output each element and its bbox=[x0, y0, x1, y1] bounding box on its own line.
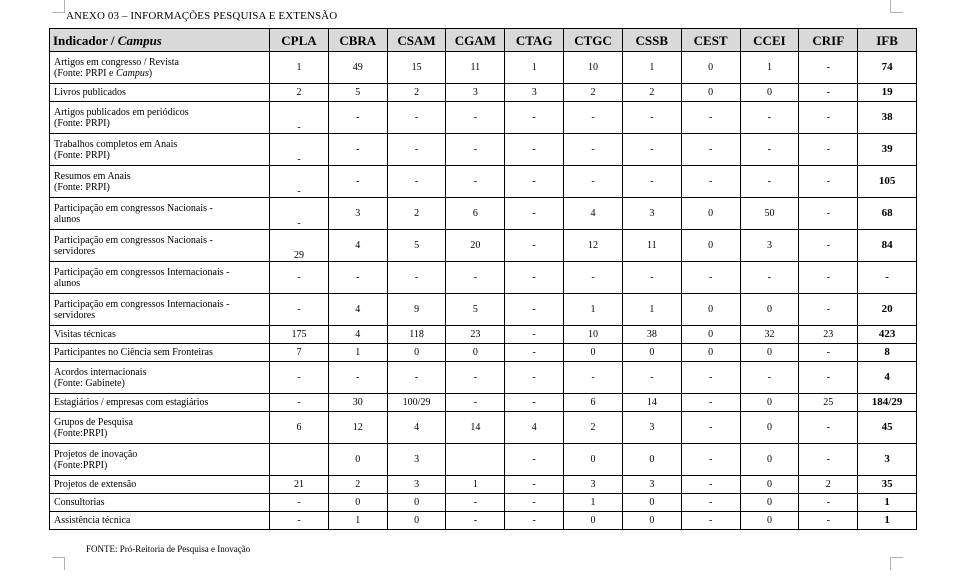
value-cell: - bbox=[505, 444, 564, 476]
value-cell: 0 bbox=[740, 394, 799, 412]
document-title: ANEXO 03 – INFORMAÇÕES PESQUISA E EXTENSÃO bbox=[66, 10, 338, 22]
value-cell: 3 bbox=[387, 444, 446, 476]
value-cell: 2 bbox=[799, 476, 858, 494]
value-cell: - bbox=[505, 344, 564, 362]
data-table bbox=[49, 28, 917, 530]
value-cell: - bbox=[270, 494, 329, 512]
value-cell: 0 bbox=[622, 512, 681, 530]
total-cell: 4 bbox=[858, 362, 917, 394]
value-cell: 0 bbox=[740, 84, 799, 102]
value-cell: 3 bbox=[505, 84, 564, 102]
total-cell: 3 bbox=[858, 444, 917, 476]
column-header: CSSB bbox=[622, 29, 681, 52]
column-header: CRIF bbox=[799, 29, 858, 52]
value-cell: - bbox=[681, 262, 740, 294]
indicator-cell bbox=[50, 326, 270, 344]
value-cell: - bbox=[740, 166, 799, 198]
value-cell: - bbox=[270, 102, 329, 134]
indicator-source-end: ) bbox=[148, 67, 153, 79]
indicator-cell bbox=[50, 166, 270, 198]
value-cell: 0 bbox=[328, 494, 387, 512]
value-cell: 6 bbox=[564, 394, 623, 412]
value-cell: - bbox=[446, 394, 505, 412]
value-cell: - bbox=[681, 102, 740, 134]
value-cell: 0 bbox=[681, 84, 740, 102]
table-row bbox=[50, 476, 917, 494]
indicator-line: Projetos de inovação bbox=[54, 448, 138, 460]
value-cell: 1 bbox=[270, 52, 329, 84]
value-cell: - bbox=[505, 102, 564, 134]
value-cell: 4 bbox=[328, 230, 387, 262]
value-cell: - bbox=[622, 102, 681, 134]
value-cell: 14 bbox=[622, 394, 681, 412]
indicator-cell bbox=[50, 444, 270, 476]
value-cell: - bbox=[799, 412, 858, 444]
value-cell: 2 bbox=[387, 198, 446, 230]
value-cell: - bbox=[740, 362, 799, 394]
value-cell: 4 bbox=[387, 412, 446, 444]
indicator-source: (Fonte:PRPI) bbox=[54, 459, 108, 471]
value-cell: 49 bbox=[328, 52, 387, 84]
indicator-line: Visitas técnicas bbox=[54, 329, 116, 340]
value-cell: 1 bbox=[564, 294, 623, 326]
table-row bbox=[50, 198, 917, 230]
table-row bbox=[50, 362, 917, 394]
value-cell: 0 bbox=[740, 512, 799, 530]
value-cell: - bbox=[328, 166, 387, 198]
indicator-line: Participação em congressos Nacionais - bbox=[54, 202, 213, 214]
value-cell: - bbox=[270, 362, 329, 394]
column-header: IFB bbox=[858, 29, 917, 52]
total-cell: 35 bbox=[858, 476, 917, 494]
value-cell: - bbox=[505, 198, 564, 230]
value-cell: - bbox=[387, 362, 446, 394]
value-cell: 2 bbox=[387, 84, 446, 102]
value-cell: 14 bbox=[446, 412, 505, 444]
total-cell: 1 bbox=[858, 494, 917, 512]
value-cell: 0 bbox=[622, 344, 681, 362]
value-cell: 2 bbox=[564, 84, 623, 102]
value-cell: - bbox=[505, 394, 564, 412]
table-row bbox=[50, 230, 917, 262]
value-cell: 10 bbox=[564, 326, 623, 344]
indicator-source: (Fonte: PRPI) bbox=[54, 181, 110, 193]
indicator-source: alunos bbox=[54, 213, 81, 225]
value-cell: 30 bbox=[328, 394, 387, 412]
value-cell: - bbox=[799, 294, 858, 326]
value-cell: - bbox=[446, 494, 505, 512]
value-cell: - bbox=[681, 494, 740, 512]
value-cell: - bbox=[681, 444, 740, 476]
indicator-source: (Fonte:PRPI) bbox=[54, 427, 108, 439]
value-cell: 0 bbox=[681, 230, 740, 262]
value-cell: 1 bbox=[328, 512, 387, 530]
value-cell: - bbox=[505, 294, 564, 326]
value-cell: - bbox=[681, 394, 740, 412]
value-cell: 11 bbox=[622, 230, 681, 262]
indicator-line: Artigos em congresso / Revista bbox=[54, 56, 179, 68]
value-cell: - bbox=[799, 102, 858, 134]
value-cell: 5 bbox=[328, 84, 387, 102]
value-cell: 12 bbox=[564, 230, 623, 262]
indicator-source: (Fonte: PRPI) bbox=[54, 117, 110, 129]
value-cell: - bbox=[270, 512, 329, 530]
page-corner-mark bbox=[890, 0, 903, 13]
value-cell: - bbox=[799, 84, 858, 102]
indicator-line: Acordos internacionais bbox=[54, 366, 147, 378]
value-cell: 50 bbox=[740, 198, 799, 230]
column-header: CCEI bbox=[740, 29, 799, 52]
value-cell: - bbox=[505, 326, 564, 344]
value-cell: 4 bbox=[328, 294, 387, 326]
total-cell: 45 bbox=[858, 412, 917, 444]
value-cell: - bbox=[505, 362, 564, 394]
indicator-source: servidores bbox=[54, 245, 96, 257]
value-cell: - bbox=[270, 198, 329, 230]
value-cell: 0 bbox=[740, 294, 799, 326]
value-cell: 2 bbox=[270, 84, 329, 102]
table-header-row bbox=[50, 29, 917, 52]
value-cell: 0 bbox=[681, 344, 740, 362]
total-cell: 105 bbox=[858, 166, 917, 198]
indicator-cell bbox=[50, 362, 270, 394]
value-cell: 0 bbox=[681, 294, 740, 326]
value-cell: 10 bbox=[564, 52, 623, 84]
indicator-cell bbox=[50, 262, 270, 294]
value-cell: - bbox=[387, 262, 446, 294]
value-cell: 0 bbox=[564, 444, 623, 476]
value-cell: 29 bbox=[270, 230, 329, 262]
value-cell: - bbox=[387, 166, 446, 198]
value-cell: - bbox=[799, 230, 858, 262]
value-cell: - bbox=[505, 262, 564, 294]
total-cell: 84 bbox=[858, 230, 917, 262]
value-cell: - bbox=[740, 134, 799, 166]
value-cell: - bbox=[328, 102, 387, 134]
total-cell: 38 bbox=[858, 102, 917, 134]
value-cell: 2 bbox=[564, 412, 623, 444]
total-cell: 19 bbox=[858, 84, 917, 102]
value-cell: 0 bbox=[564, 512, 623, 530]
value-cell: - bbox=[799, 134, 858, 166]
column-header: CGAM bbox=[446, 29, 505, 52]
column-header: CPLA bbox=[270, 29, 329, 52]
value-cell: - bbox=[270, 166, 329, 198]
value-cell: - bbox=[564, 166, 623, 198]
table-row bbox=[50, 102, 917, 134]
value-cell: 0 bbox=[387, 494, 446, 512]
value-cell: - bbox=[270, 262, 329, 294]
value-cell: 3 bbox=[328, 198, 387, 230]
value-cell: 5 bbox=[387, 230, 446, 262]
table-row bbox=[50, 262, 917, 294]
value-cell: - bbox=[505, 512, 564, 530]
value-cell: - bbox=[799, 494, 858, 512]
table-row bbox=[50, 84, 917, 102]
value-cell: 1 bbox=[740, 52, 799, 84]
column-header: CTGC bbox=[564, 29, 623, 52]
value-cell: 0 bbox=[681, 198, 740, 230]
value-cell: - bbox=[799, 444, 858, 476]
value-cell: - bbox=[387, 134, 446, 166]
value-cell: - bbox=[799, 198, 858, 230]
value-cell: - bbox=[740, 102, 799, 134]
total-cell: 74 bbox=[858, 52, 917, 84]
value-cell: 2 bbox=[622, 84, 681, 102]
total-cell: 423 bbox=[858, 326, 917, 344]
value-cell: 3 bbox=[622, 412, 681, 444]
value-cell: 100/29 bbox=[387, 394, 446, 412]
indicator-cell bbox=[50, 52, 270, 84]
value-cell: - bbox=[681, 512, 740, 530]
total-cell: 20 bbox=[858, 294, 917, 326]
indicator-line: Assistência técnica bbox=[54, 515, 131, 526]
indicator-line: Trabalhos completos em Anais bbox=[54, 138, 178, 150]
page-corner-mark bbox=[52, 0, 65, 13]
table-row bbox=[50, 294, 917, 326]
value-cell: 1 bbox=[505, 52, 564, 84]
indicator-cell bbox=[50, 230, 270, 262]
value-cell: - bbox=[799, 262, 858, 294]
indicator-line: Grupos de Pesquisa bbox=[54, 416, 133, 428]
value-cell: 25 bbox=[799, 394, 858, 412]
indicator-cell bbox=[50, 84, 270, 102]
value-cell: - bbox=[622, 362, 681, 394]
indicator-cell bbox=[50, 512, 270, 530]
value-cell: - bbox=[681, 166, 740, 198]
value-cell: - bbox=[270, 294, 329, 326]
indicator-source: (Fonte: Gabinete) bbox=[54, 377, 125, 389]
value-cell: 21 bbox=[270, 476, 329, 494]
indicator-cell bbox=[50, 198, 270, 230]
value-cell: 20 bbox=[446, 230, 505, 262]
indicator-cell bbox=[50, 494, 270, 512]
table-row bbox=[50, 134, 917, 166]
indicator-cell bbox=[50, 102, 270, 134]
value-cell: - bbox=[505, 166, 564, 198]
value-cell: 9 bbox=[387, 294, 446, 326]
value-cell: 11 bbox=[446, 52, 505, 84]
value-cell: - bbox=[505, 494, 564, 512]
value-cell: 0 bbox=[740, 412, 799, 444]
page-corner-mark bbox=[52, 557, 65, 570]
value-cell: - bbox=[681, 134, 740, 166]
indicator-source: (Fonte: PRPI) bbox=[54, 149, 110, 161]
table-row bbox=[50, 394, 917, 412]
value-cell: - bbox=[446, 362, 505, 394]
indicator-line: Artigos publicados em periódicos bbox=[54, 106, 189, 118]
value-cell: - bbox=[328, 362, 387, 394]
page-corner-mark bbox=[890, 557, 903, 570]
indicator-label: Indicador / bbox=[53, 32, 118, 48]
value-cell: - bbox=[740, 262, 799, 294]
value-cell: 3 bbox=[740, 230, 799, 262]
column-header: CEST bbox=[681, 29, 740, 52]
value-cell: - bbox=[505, 476, 564, 494]
value-cell: 0 bbox=[446, 344, 505, 362]
indicator-line: Participação em congressos Nacionais - bbox=[54, 234, 213, 246]
value-cell: - bbox=[564, 134, 623, 166]
value-cell: 1 bbox=[622, 294, 681, 326]
value-cell: 7 bbox=[270, 344, 329, 362]
indicator-cell bbox=[50, 476, 270, 494]
indicator-line: Participantes no Ciência sem Fronteiras bbox=[54, 347, 213, 358]
table-row bbox=[50, 494, 917, 512]
value-cell: 38 bbox=[622, 326, 681, 344]
value-cell: 5 bbox=[446, 294, 505, 326]
indicator-source: (Fonte: PRPI e bbox=[54, 67, 116, 79]
table-row bbox=[50, 166, 917, 198]
value-cell: 6 bbox=[270, 412, 329, 444]
total-cell: 1 bbox=[858, 512, 917, 530]
value-cell: - bbox=[270, 134, 329, 166]
indicator-cell bbox=[50, 394, 270, 412]
value-cell: 0 bbox=[328, 444, 387, 476]
value-cell: - bbox=[681, 476, 740, 494]
indicator-line: Participação em congressos Internacionais - bbox=[54, 266, 230, 278]
indicator-line: Projetos de extensão bbox=[54, 479, 137, 490]
value-cell: 0 bbox=[622, 494, 681, 512]
total-cell: - bbox=[858, 262, 917, 294]
value-cell: 0 bbox=[622, 444, 681, 476]
value-cell: 4 bbox=[505, 412, 564, 444]
value-cell: - bbox=[446, 102, 505, 134]
value-cell: 3 bbox=[446, 84, 505, 102]
value-cell: - bbox=[622, 166, 681, 198]
value-cell: 0 bbox=[387, 512, 446, 530]
value-cell: 1 bbox=[446, 476, 505, 494]
value-cell: 0 bbox=[740, 494, 799, 512]
value-cell: 3 bbox=[387, 476, 446, 494]
value-cell: 1 bbox=[622, 52, 681, 84]
indicator-source-emphasis: Campus bbox=[115, 67, 149, 79]
indicator-line: Participação em congressos Internacionais - bbox=[54, 298, 230, 310]
value-cell: - bbox=[564, 362, 623, 394]
total-cell: 39 bbox=[858, 134, 917, 166]
value-cell: - bbox=[799, 362, 858, 394]
value-cell: - bbox=[446, 134, 505, 166]
value-cell: - bbox=[564, 262, 623, 294]
value-cell: 1 bbox=[564, 494, 623, 512]
column-header: CSAM bbox=[387, 29, 446, 52]
value-cell: - bbox=[270, 394, 329, 412]
value-cell: 32 bbox=[740, 326, 799, 344]
value-cell: 0 bbox=[740, 344, 799, 362]
value-cell: - bbox=[681, 362, 740, 394]
table-row bbox=[50, 512, 917, 530]
value-cell bbox=[270, 444, 329, 476]
indicator-cell bbox=[50, 134, 270, 166]
value-cell: 0 bbox=[681, 326, 740, 344]
value-cell: 175 bbox=[270, 326, 329, 344]
value-cell: 1 bbox=[328, 344, 387, 362]
value-cell: - bbox=[387, 102, 446, 134]
indicator-line: Consultorias bbox=[54, 497, 105, 508]
value-cell: - bbox=[622, 134, 681, 166]
indicator-line: Estagiários / empresas com estagiários bbox=[54, 397, 209, 408]
value-cell: 0 bbox=[564, 344, 623, 362]
indicator-cell bbox=[50, 412, 270, 444]
column-header: CBRA bbox=[328, 29, 387, 52]
value-cell: 23 bbox=[446, 326, 505, 344]
value-cell: 2 bbox=[328, 476, 387, 494]
value-cell: - bbox=[799, 166, 858, 198]
value-cell: - bbox=[799, 512, 858, 530]
value-cell: 3 bbox=[622, 476, 681, 494]
value-cell: 23 bbox=[799, 326, 858, 344]
value-cell: - bbox=[681, 412, 740, 444]
total-cell: 68 bbox=[858, 198, 917, 230]
indicator-line: Livros publicados bbox=[54, 87, 126, 98]
table-row bbox=[50, 344, 917, 362]
value-cell: 15 bbox=[387, 52, 446, 84]
value-cell: 0 bbox=[740, 476, 799, 494]
table-row bbox=[50, 444, 917, 476]
value-cell: - bbox=[446, 166, 505, 198]
value-cell: 118 bbox=[387, 326, 446, 344]
indicator-source: alunos bbox=[54, 277, 81, 289]
value-cell: 0 bbox=[681, 52, 740, 84]
value-cell: - bbox=[622, 262, 681, 294]
indicator-line: Resumos em Anais bbox=[54, 170, 131, 182]
value-cell: - bbox=[505, 134, 564, 166]
value-cell: 3 bbox=[564, 476, 623, 494]
value-cell: - bbox=[799, 344, 858, 362]
value-cell: 12 bbox=[328, 412, 387, 444]
value-cell: 6 bbox=[446, 198, 505, 230]
value-cell: - bbox=[328, 262, 387, 294]
total-cell: 8 bbox=[858, 344, 917, 362]
value-cell: - bbox=[328, 134, 387, 166]
table-row bbox=[50, 412, 917, 444]
column-header-indicator bbox=[50, 29, 270, 52]
indicator-cell bbox=[50, 344, 270, 362]
total-cell: 184/29 bbox=[858, 394, 917, 412]
value-cell: - bbox=[564, 102, 623, 134]
value-cell: - bbox=[799, 52, 858, 84]
value-cell: - bbox=[505, 230, 564, 262]
value-cell: 4 bbox=[564, 198, 623, 230]
indicator-cell bbox=[50, 294, 270, 326]
campus-label: Campus bbox=[117, 32, 162, 48]
value-cell: - bbox=[446, 512, 505, 530]
value-cell: - bbox=[446, 262, 505, 294]
value-cell: 0 bbox=[740, 444, 799, 476]
column-header: CTAG bbox=[505, 29, 564, 52]
table-row bbox=[50, 326, 917, 344]
value-cell: 0 bbox=[387, 344, 446, 362]
value-cell: 3 bbox=[622, 198, 681, 230]
value-cell bbox=[446, 444, 505, 476]
table-source-note: FONTE: Pró-Reitoria de Pesquisa e Inovação bbox=[86, 544, 251, 554]
table-row bbox=[50, 52, 917, 84]
indicator-source: servidores bbox=[54, 309, 96, 321]
value-cell: 4 bbox=[328, 326, 387, 344]
